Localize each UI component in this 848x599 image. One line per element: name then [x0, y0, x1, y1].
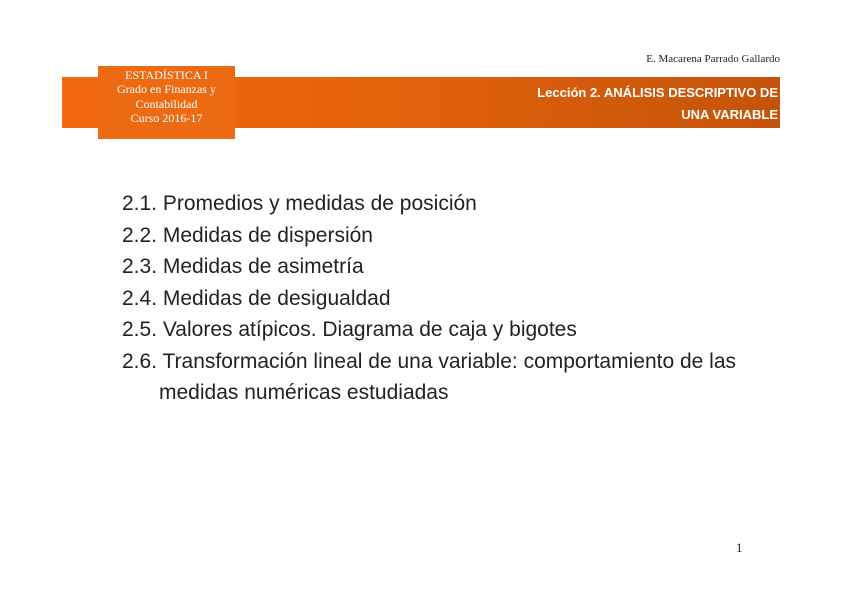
toc-item: 2.5. Valores atípicos. Diagrama de caja y bigotes — [122, 318, 577, 341]
toc-item: 2.2. Medidas de dispersión — [122, 223, 373, 247]
academic-year: Curso 2016-17 — [130, 111, 203, 126]
lesson-title — [478, 82, 778, 126]
table-of-contents — [122, 188, 762, 409]
degree-name-line2: Contabilidad — [135, 96, 198, 111]
author-name: E. Macarena Parrado Gallardo — [646, 53, 780, 65]
degree-name-line1: Grado en Finanzas y — [117, 82, 216, 97]
course-name: ESTADÍSTICA I — [125, 68, 208, 82]
lesson-title-line2: UNA VARIABLE — [681, 107, 778, 122]
toc-item: 2.1. Promedios y medidas de posición — [122, 192, 477, 215]
toc-item: 2.6. Transformación lineal de una variable: comportamiento de las medidas numéricas estudiadas — [122, 349, 737, 404]
course-info-box — [98, 66, 235, 139]
lesson-title-line1: Lección 2. ANÁLISIS DESCRIPTIVO DE — [537, 85, 778, 100]
toc-item: 2.3. Medidas de asimetría — [122, 255, 364, 278]
page-number: 1 — [736, 540, 743, 555]
toc-item: 2.4. Medidas de desigualdad — [122, 286, 391, 310]
